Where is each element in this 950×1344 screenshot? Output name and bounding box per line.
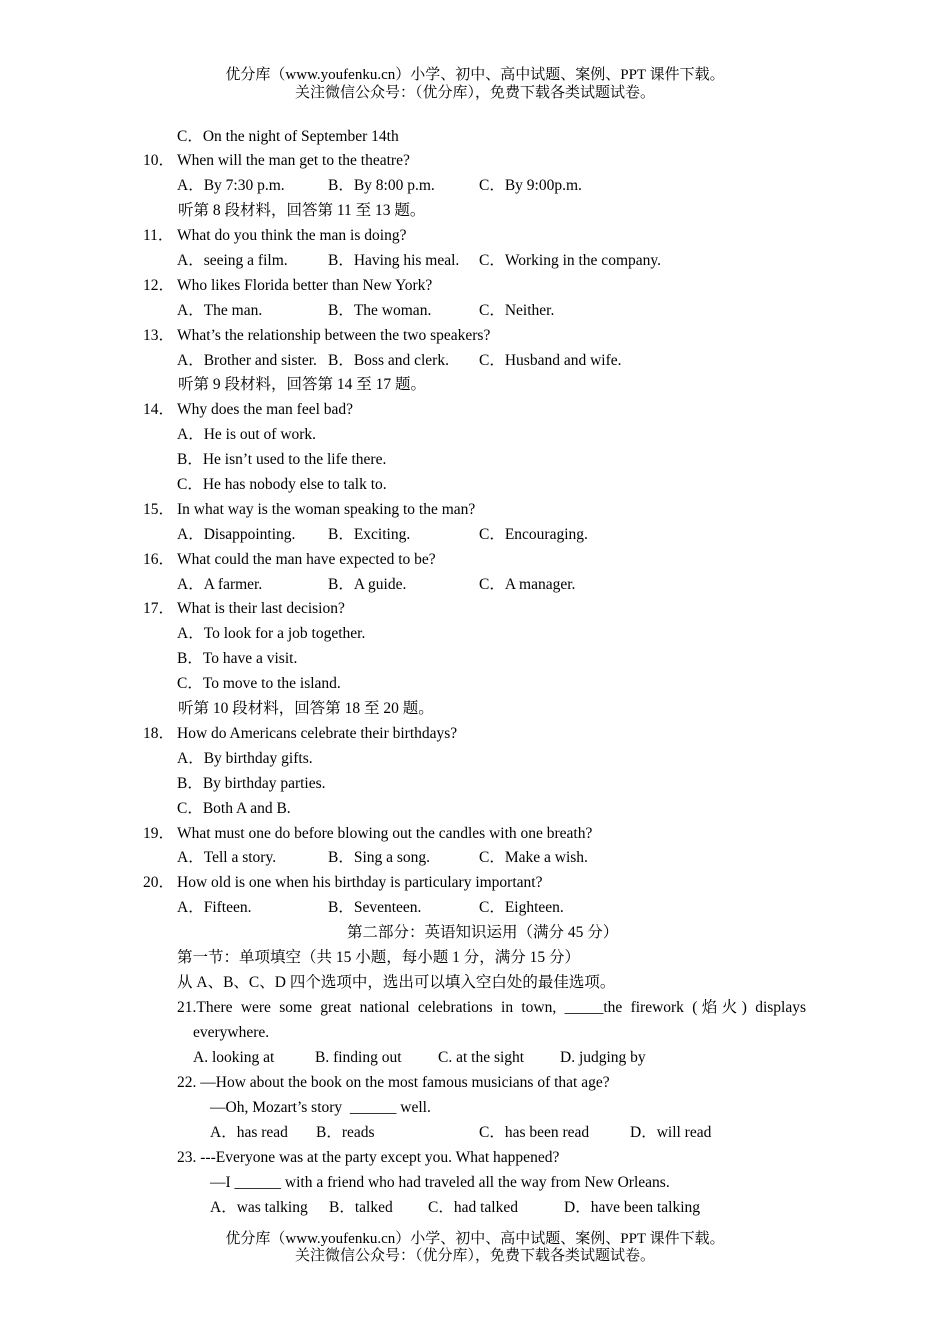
q19-options-row [0,848,950,868]
option-a: A. looking at [193,1049,275,1066]
option-c: C. at the sight [438,1049,525,1066]
option-c: C．has been read [479,1124,590,1141]
q20-stem-row [0,873,950,893]
option-b: B．By 8:00 p.m. [328,177,435,194]
q16-stem-row [0,550,950,570]
q18-option-a-row [0,749,950,769]
question-number: 19． [143,825,175,842]
q17-option-b-row [0,649,950,669]
option-a: A．By 7:30 p.m. [177,177,285,194]
question-stem: What must one do before blowing out the candles with one breath? [177,825,593,842]
option-b: B．By birthday parties. [177,775,326,792]
option-a: A．has read [210,1124,288,1141]
option-c: C．Encouraging. [479,526,588,543]
q13-stem-row [0,326,950,346]
question-stem: Why does the man feel bad? [177,401,354,418]
option-a: A．The man. [177,302,263,319]
part2-title: 第二部分：英语知识运用（满分 45 分） [347,924,619,941]
q23-reply-row [0,1173,950,1193]
question-number: 11． [143,227,174,244]
q14-option-c-row [0,475,950,495]
option-a: A．Tell a story. [177,849,277,866]
q12-stem-row [0,276,950,296]
option-c: C．By 9:00p.m. [479,177,582,194]
q11-options-row [0,251,950,271]
footer-line-1: 优分库（www.youfenku.cn）小学、初中、高中试题、案例、PPT 课件下载。 [225,1231,725,1247]
question-number: 12． [143,277,175,294]
option-b: B. finding out [315,1049,402,1066]
instruction-section-8 [0,201,950,221]
q15-stem-row [0,500,950,520]
q14-stem-row [0,400,950,420]
instruction-text: 听第 10 段材料，回答第 18 至 20 题。 [178,700,434,717]
option-b: B．A guide. [328,576,407,593]
option-b: B．Boss and clerk. [328,352,449,369]
question-stem: What is their last decision? [177,600,345,617]
q19-stem-row [0,824,950,844]
question-stem: What could the man have expected to be? [177,551,436,568]
option-a: A．Disappointing. [177,526,296,543]
option-b: B．reads [316,1124,375,1141]
question-stem: What’s the relationship between the two speakers? [177,327,491,344]
option-a: A．seeing a film. [177,252,288,269]
section1-directions: 从 A、B、C、D 四个选项中，选出可以填入空白处的最佳选项。 [177,974,616,991]
q10-stem-row [0,151,950,171]
instruction-section-9 [0,375,950,395]
q22-reply-row [0,1098,950,1118]
option-c: C．had talked [428,1199,518,1216]
question-stem: 22. —How about the book on the most famous musicians of that age? [177,1074,610,1091]
question-stem: What do you think the man is doing? [177,227,407,244]
q17-option-a-row [0,624,950,644]
q15-options-row [0,525,950,545]
q9-option-c: C．On the night of September 14th [177,128,399,145]
q20-options-row [0,898,950,918]
option-b: B．The woman. [328,302,432,319]
option-c: C．To move to the island. [177,675,341,692]
instruction-section-10 [0,699,950,719]
q18-stem-row [0,724,950,744]
option-c: C．He has nobody else to talk to. [177,476,387,493]
section1-heading: 第一节：单项填空（共 15 小题，每小题 1 分，满分 15 分） [177,949,581,966]
q17-stem-row [0,599,950,619]
footer-line-2: 关注微信公众号：（优分库），免费下载各类试题试卷。 [294,1248,655,1264]
option-a: A．He is out of work. [177,426,317,443]
dialogue-reply: —I ______ with a friend who had traveled all the way from New Orleans. [210,1174,670,1191]
question-stem: How old is one when his birthday is particulary important? [177,874,543,891]
q9-options-row [0,127,950,147]
option-c: C．Husband and wife. [479,352,622,369]
section1-directions-row [0,973,950,993]
q22-options-row [0,1123,950,1143]
instruction-text: 听第 9 段材料，回答第 14 至 17 题。 [178,376,427,393]
option-d: D．will read [630,1124,712,1141]
question-number: 10． [143,152,175,169]
question-number: 14． [143,401,175,418]
q21-stem-row-1 [0,998,950,1018]
option-a: A．was talking [210,1199,308,1216]
option-a: A．Brother and sister. [177,352,317,369]
q13-options-row [0,351,950,371]
q23-options-row [0,1198,950,1218]
section1-heading-row [0,948,950,968]
instruction-text: 听第 8 段材料，回答第 11 至 13 题。 [178,202,426,219]
question-number: 17． [143,600,175,617]
q10-options-row [0,176,950,196]
q22-stem-row [0,1073,950,1093]
q16-options-row [0,575,950,595]
q11-stem-row [0,226,950,246]
q21-options-row [0,1048,950,1068]
option-a: A．By birthday gifts. [177,750,313,767]
q23-stem-row [0,1148,950,1168]
question-number: 16． [143,551,175,568]
option-d: D. judging by [560,1049,646,1066]
option-c: C．Eighteen. [479,899,564,916]
option-c: C．Both A and B. [177,800,291,817]
question-stem: 21.There were some great national celebrations in town, _____the firework (焰火) displays [177,999,806,1016]
option-d: D．have been talking [564,1199,701,1216]
q14-option-b-row [0,450,950,470]
dialogue-reply: —Oh, Mozart’s story ______ well. [210,1099,431,1116]
question-number: 20． [143,874,175,891]
option-b: B．To have a visit. [177,650,298,667]
q21-stem-row-2 [0,1023,950,1043]
header-line-1: 优分库（www.youfenku.cn）小学、初中、高中试题、案例、PPT 课件下载。 [225,67,725,83]
option-a: A．Fifteen. [177,899,252,916]
q18-option-c-row [0,799,950,819]
question-stem: Who likes Florida better than New York? [177,277,433,294]
question-stem: 23. ---Everyone was at the party except you. What happened? [177,1149,560,1166]
question-stem-continued: everywhere. [193,1024,270,1041]
question-stem: How do Americans celebrate their birthdays? [177,725,458,742]
option-c: C．Neither. [479,302,555,319]
option-b: B．Having his meal. [328,252,460,269]
part2-title-row [0,923,950,943]
q12-options-row [0,301,950,321]
header-line-2: 关注微信公众号：（优分库），免费下载各类试题试卷。 [294,85,655,101]
q14-option-a-row [0,425,950,445]
option-c: C．A manager. [479,576,576,593]
option-c: C．Make a wish. [479,849,588,866]
question-stem: When will the man get to the theatre? [177,152,410,169]
option-a: A．To look for a job together. [177,625,366,642]
option-b: B．Exciting. [328,526,411,543]
option-b: B．Seventeen. [328,899,422,916]
question-number: 13． [143,327,175,344]
question-number: 15． [143,501,175,518]
q18-option-b-row [0,774,950,794]
option-c: C．Working in the company. [479,252,661,269]
option-b: B．talked [329,1199,393,1216]
q17-option-c-row [0,674,950,694]
option-b: B．Sing a song. [328,849,431,866]
option-b: B．He isn’t used to the life there. [177,451,387,468]
option-a: A．A farmer. [177,576,263,593]
question-number: 18． [143,725,175,742]
question-stem: In what way is the woman speaking to the man? [177,501,476,518]
